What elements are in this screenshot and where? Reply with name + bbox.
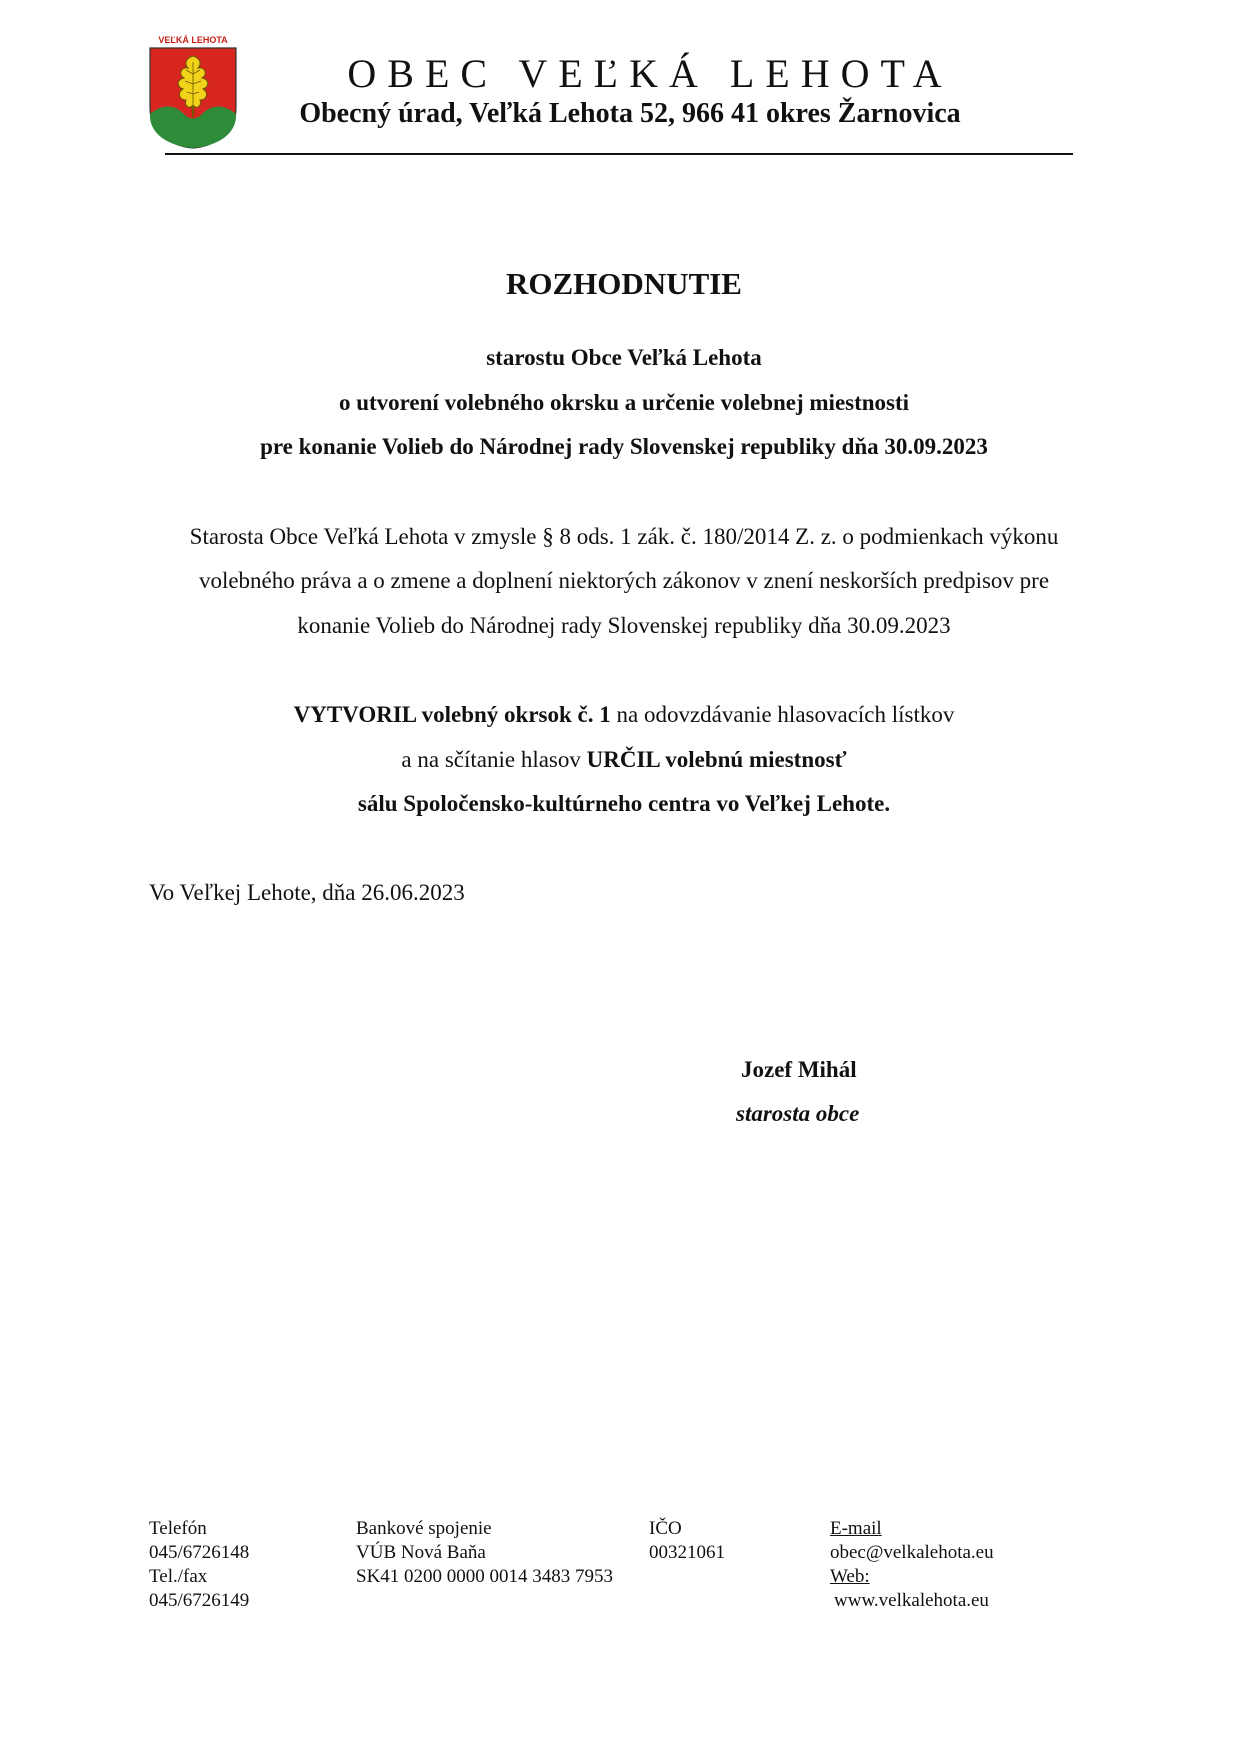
footer-iban: SK41 0200 0000 0014 3483 7953 xyxy=(356,1566,614,1587)
intro-line: volebného práva a o zmene a doplnení niektorých zákonov v znení neskorších predpisov pre xyxy=(198,568,1050,593)
intro-line: Starosta Obce Veľká Lehota v zmysle § 8 ods. 1 zák. č. 180/2014 Z. z. o podmienkach výkonu xyxy=(189,524,1059,549)
document-title: ROZHODNUTIE xyxy=(506,266,742,301)
decision-line-1 xyxy=(0,702,1240,728)
footer-phone: 045/6726148 xyxy=(149,1542,250,1563)
footer-fax-label: Tel./fax xyxy=(149,1566,208,1587)
decision-counting: a na sčítanie hlasov xyxy=(401,747,587,772)
footer-web-label: Web: xyxy=(830,1566,870,1587)
intro-line: konanie Volieb do Národnej rady Slovenskej republiky dňa 30.09.2023 xyxy=(297,613,951,638)
footer-email-link[interactable]: obec@velkalehota.eu xyxy=(830,1542,994,1563)
subtitle-line: o utvorení volebného okrsku a určenie volebnej miestnosti xyxy=(338,390,910,415)
footer-phone-label: Telefón xyxy=(149,1518,207,1539)
footer-web-link[interactable]: www.velkalehota.eu xyxy=(834,1590,989,1611)
footer-web-column xyxy=(830,1517,994,1613)
footer-ico: 00321061 xyxy=(649,1542,725,1563)
municipality-name: OBEC VEĽKÁ LEHOTA xyxy=(347,51,953,96)
decision-venue: sálu Spoločensko-kultúrneho centra vo Veľkej Lehote. xyxy=(357,791,891,816)
office-address: Obecný úrad, Veľká Lehota 52, 966 41 okres Žarnovica xyxy=(299,98,961,129)
decision-line-3 xyxy=(0,791,1240,817)
subtitle-line: starostu Obce Veľká Lehota xyxy=(486,345,762,370)
place-and-date: Vo Veľkej Lehote, dňa 26.06.2023 xyxy=(149,880,465,905)
decision-line-2 xyxy=(0,747,1240,773)
subtitle-line: pre konanie Volieb do Národnej rady Slovenskej republiky dňa 30.09.2023 xyxy=(260,434,988,459)
header-divider xyxy=(165,153,1073,155)
emblem-label: VEĽKÁ LEHOTA xyxy=(158,35,228,45)
footer-ico-label: IČO xyxy=(649,1518,682,1539)
signatory-role: starosta obce xyxy=(736,1101,860,1126)
footer-bank-name: VÚB Nová Baňa xyxy=(356,1542,486,1563)
footer-bank-label: Bankové spojenie xyxy=(356,1518,492,1539)
decision-purpose: na odovzdávanie hlasovacích lístkov xyxy=(610,702,955,727)
footer-contact-column xyxy=(149,1517,249,1613)
footer-email-label: E-mail xyxy=(830,1518,882,1539)
signatory-name: Jozef Mihál xyxy=(741,1057,857,1082)
footer-bank-column xyxy=(356,1517,613,1589)
footer-fax: 045/6726149 xyxy=(149,1590,250,1611)
coat-of-arms xyxy=(148,34,238,150)
decision-determined-room: URČIL volebnú miestnosť xyxy=(586,747,847,772)
decision-created-district: VYTVORIL volebný okrsok č. 1 xyxy=(293,702,611,727)
coat-of-arms-shield-icon xyxy=(148,34,238,150)
footer-ico-column xyxy=(649,1517,725,1565)
